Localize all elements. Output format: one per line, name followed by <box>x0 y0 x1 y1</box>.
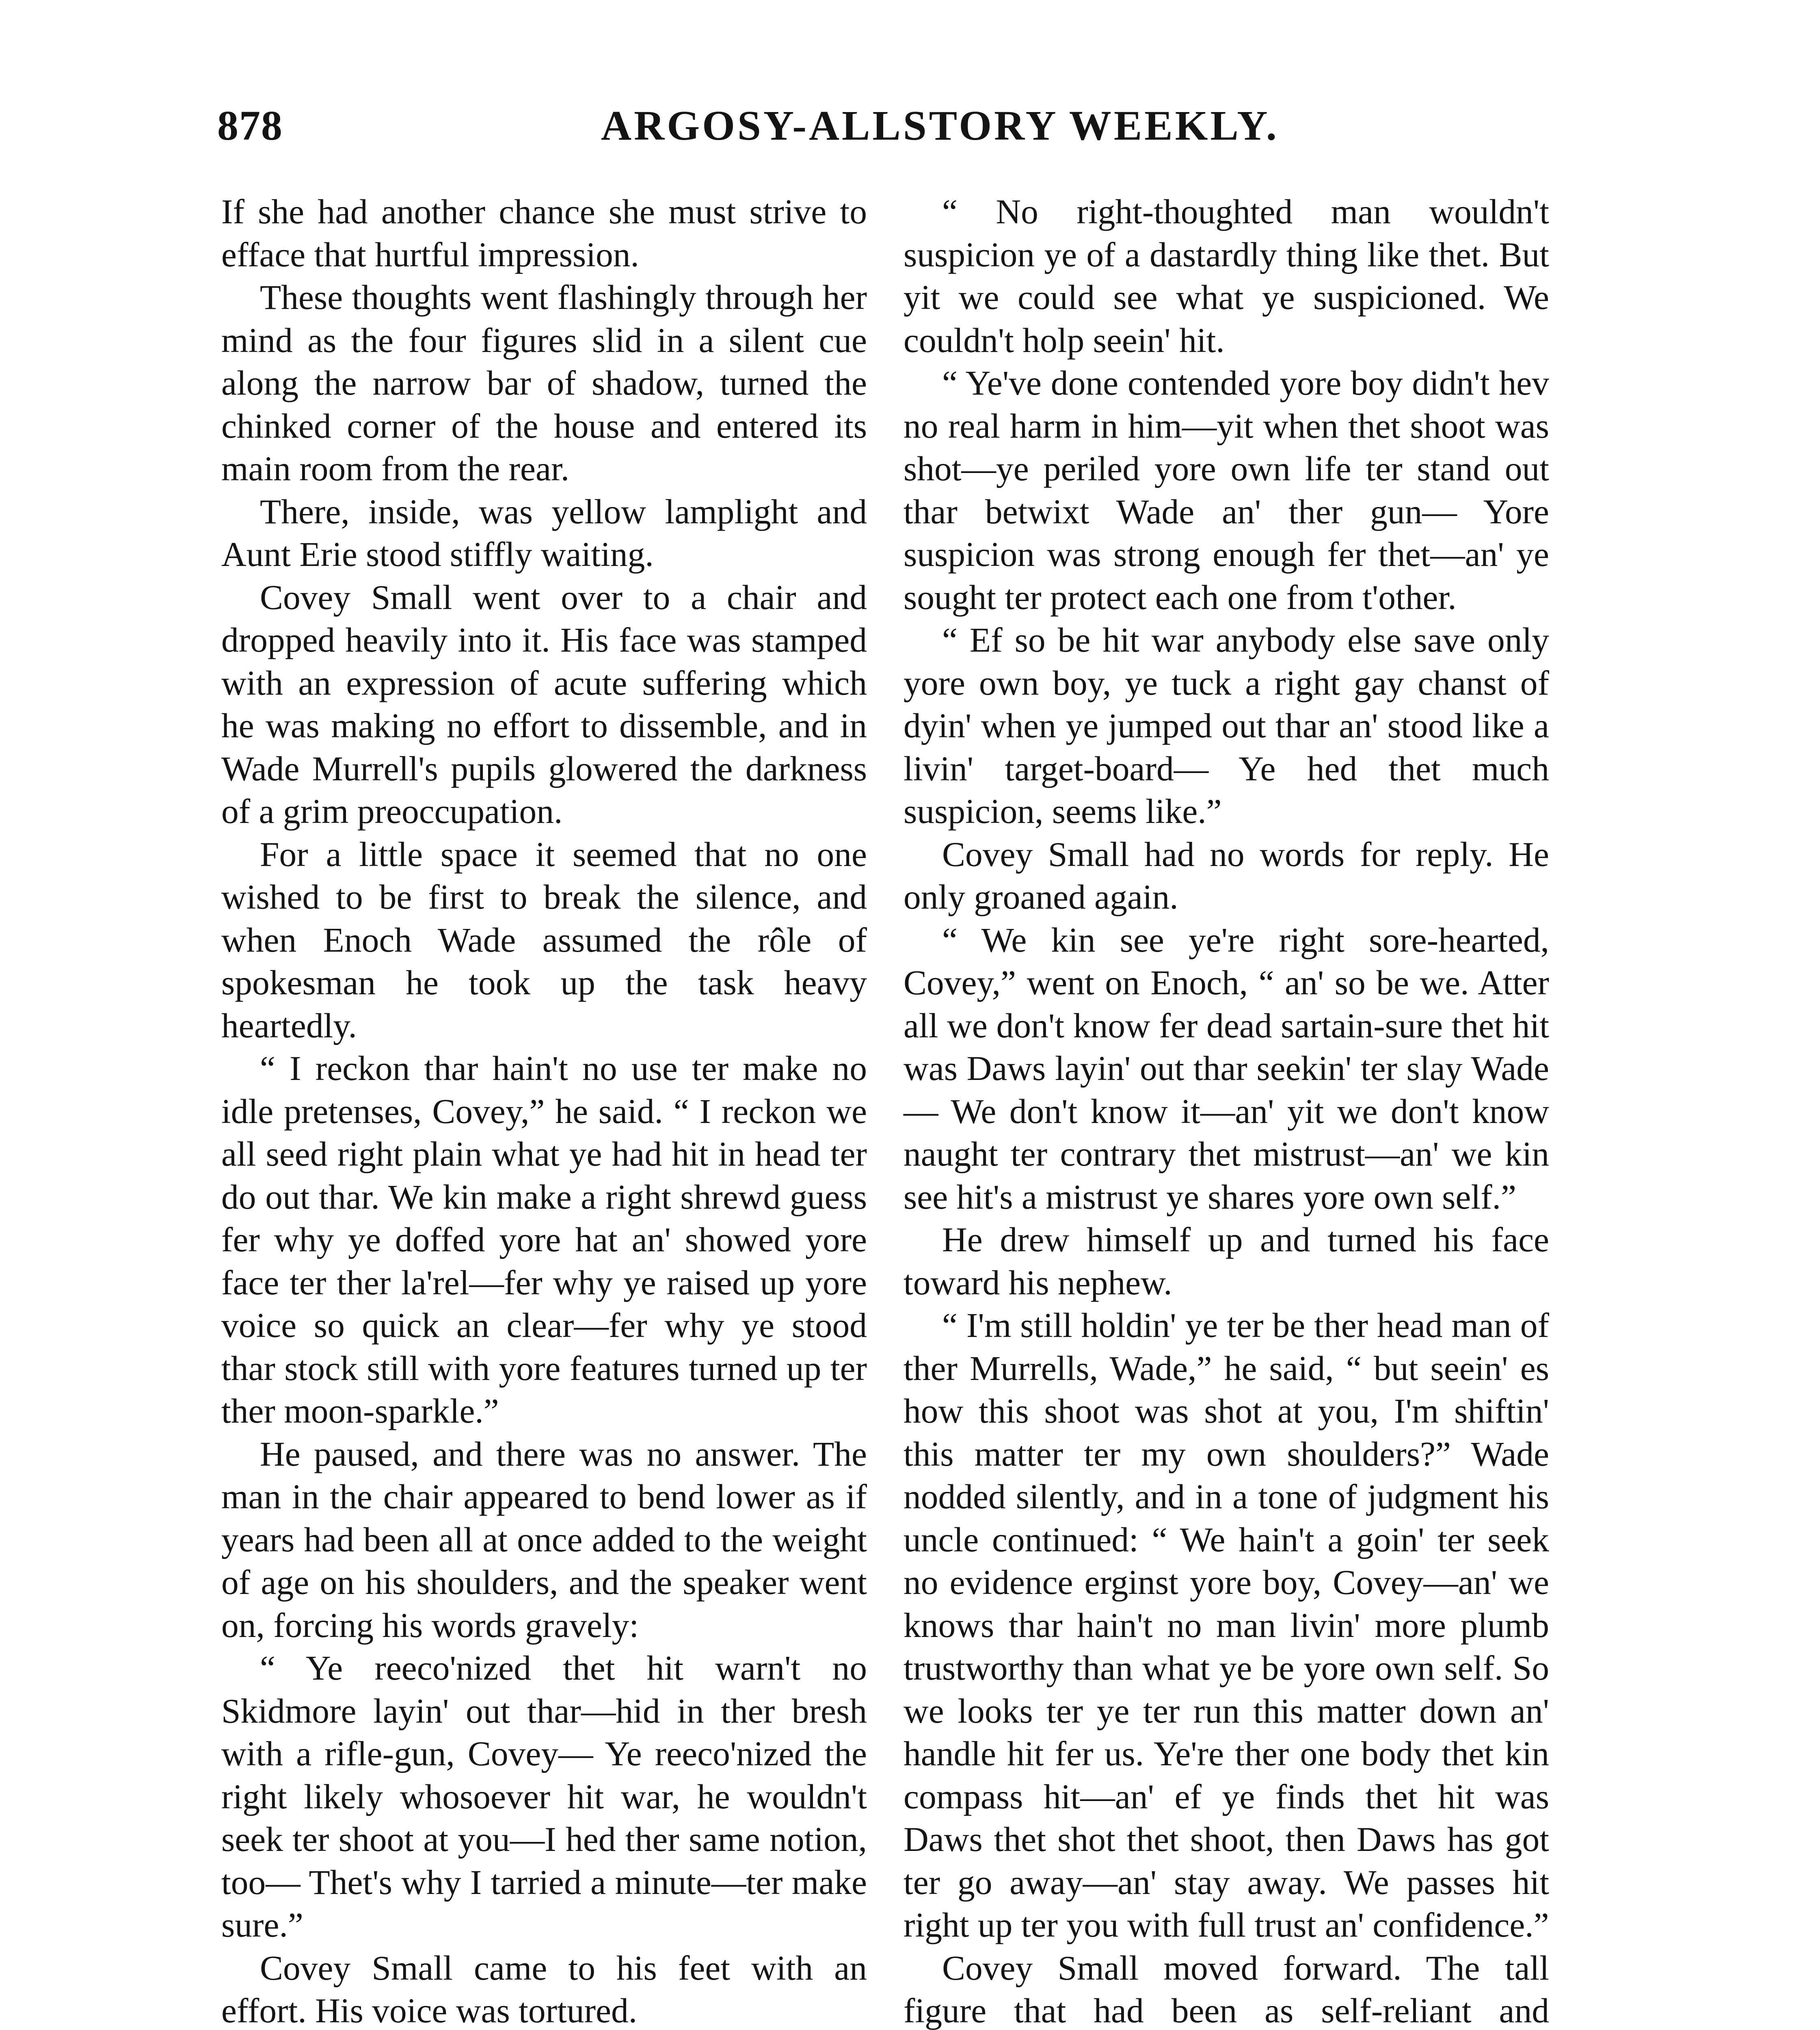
paragraph: “ Ye reeco'nized thet hit warn't no Skidmore layin' out thar—hid in ther bresh with a rifle-gun, Covey— Ye reeco'nized the right likely whosoever hit war, he wouldn't seek ter shoot at you—I hed ther same notion, too— Thet's why I tarried a minute—ter make sure.” <box>221 1649 867 1944</box>
paragraph: “ I'm still holdin' ye ter be ther head man of ther Murrells, Wade,” he said, “ but seein' es how this shoot was shot at you, I'm shiftin' this matter ter my own shoulders?” Wade nodded silently, and in a tone of judgment his uncle continued: “ We hain't a goin' ter seek no evidence erginst yore boy, Covey—an' we knows thar hain't no man livin' more plumb trustworthy than what ye be yore own self. So we looks ter ye ter run this matter down an' handle hit fer us. Ye're ther one body thet kin compass hit—an' ef ye finds thet hit was Daws thet shot thet shoot, then Daws has got ter go away—an' stay away. We passes hit right up ter you with full trust an' confidence.” <box>904 1307 1549 1944</box>
page-header <box>0 102 1820 162</box>
paragraph: These thoughts went flashingly through her mind as the four figures slid in a silent cue along the narrow bar of shadow, turned the chinked corner of the house and entered its main room from the rear. <box>221 279 867 488</box>
paragraph: Covey Small moved forward. The tall figure that had been as self-reliant and <box>904 1949 1549 2030</box>
paragraph: “ Ye've done contended yore boy didn't hev no real harm in him—yit when thet shoot was shot—ye periled yore own life ter stand out thar betwixt Wade an' ther gun— Yore suspicion was strong enough fer thet—an' ye sought ter protect each one from t'other. <box>904 364 1549 617</box>
right-column <box>904 191 1549 2030</box>
paragraph: If she had another chance she must strive to efface that hurtful impression. <box>221 193 867 274</box>
paragraph: Covey Small went over to a chair and dropped heavily into it. His face was stamped with an expression of acute suffering which he was making no effort to dissemble, and in Wade Murrell's pupils glowered the darkness of a grim preoccupation. <box>221 578 867 831</box>
paragraph: Covey Small had no words for reply. He only groaned again. <box>904 835 1549 916</box>
paragraph: Covey Small came to his feet with an effort. His voice was tortured. <box>221 1949 867 2030</box>
paragraph: “ No right-thoughted man wouldn't suspicion ye of a dastardly thing like thet. But yit we could see what ye suspicioned. We couldn't holp seein' hit. <box>904 193 1549 360</box>
paragraph: “ I reckon thar hain't no use ter make no idle pretenses, Covey,” he said. “ I reckon we all seed right plain what ye had hit in head ter do out thar. We kin make a right shrewd guess fer why ye doffed yore hat an' showed yore face ter ther la'rel—fer why ye raised up yore voice so quick an clear—fer why ye stood thar stock still with yore features turned up ter ther moon-sparkle.” <box>221 1050 867 1430</box>
running-head: ARGOSY-ALLSTORY WEEKLY. <box>601 102 1279 149</box>
paragraph: “ We kin see ye're right sore-hearted, Covey,” went on Enoch, “ an' so be we. Atter all we don't know fer dead sartain-sure thet hit was Daws layin' out thar seekin' ter slay Wade— We don't know it—an' yit we don't know naught ter contrary thet mistrust—an' we kin see hit's a mistrust ye shares yore own self.” <box>904 921 1549 1216</box>
left-column <box>221 191 867 2030</box>
paragraph: For a little space it seemed that no one wished to be first to break the silence, and when Enoch Wade assumed the rôle of spokesman he took up the task heavy heartedly. <box>221 835 867 1045</box>
paragraph: There, inside, was yellow lamplight and Aunt Erie stood stiffly waiting. <box>221 492 867 574</box>
paragraph: He drew himself up and turned his face toward his nephew. <box>904 1221 1549 1302</box>
paragraph: “ Ef so be hit war anybody else save only yore own boy, ye tuck a right gay chanst of dyin' when ye jumped out thar an' stood like a livin' target-board— Ye hed thet much suspicion, seems like.” <box>904 621 1549 831</box>
paragraph: He paused, and there was no answer. The man in the chair appeared to bend lower as if years had been all at once added to the weight of age on his shoulders, and the speaker went on, forcing his words gravely: <box>221 1435 867 1645</box>
page-number: 878 <box>217 102 283 149</box>
